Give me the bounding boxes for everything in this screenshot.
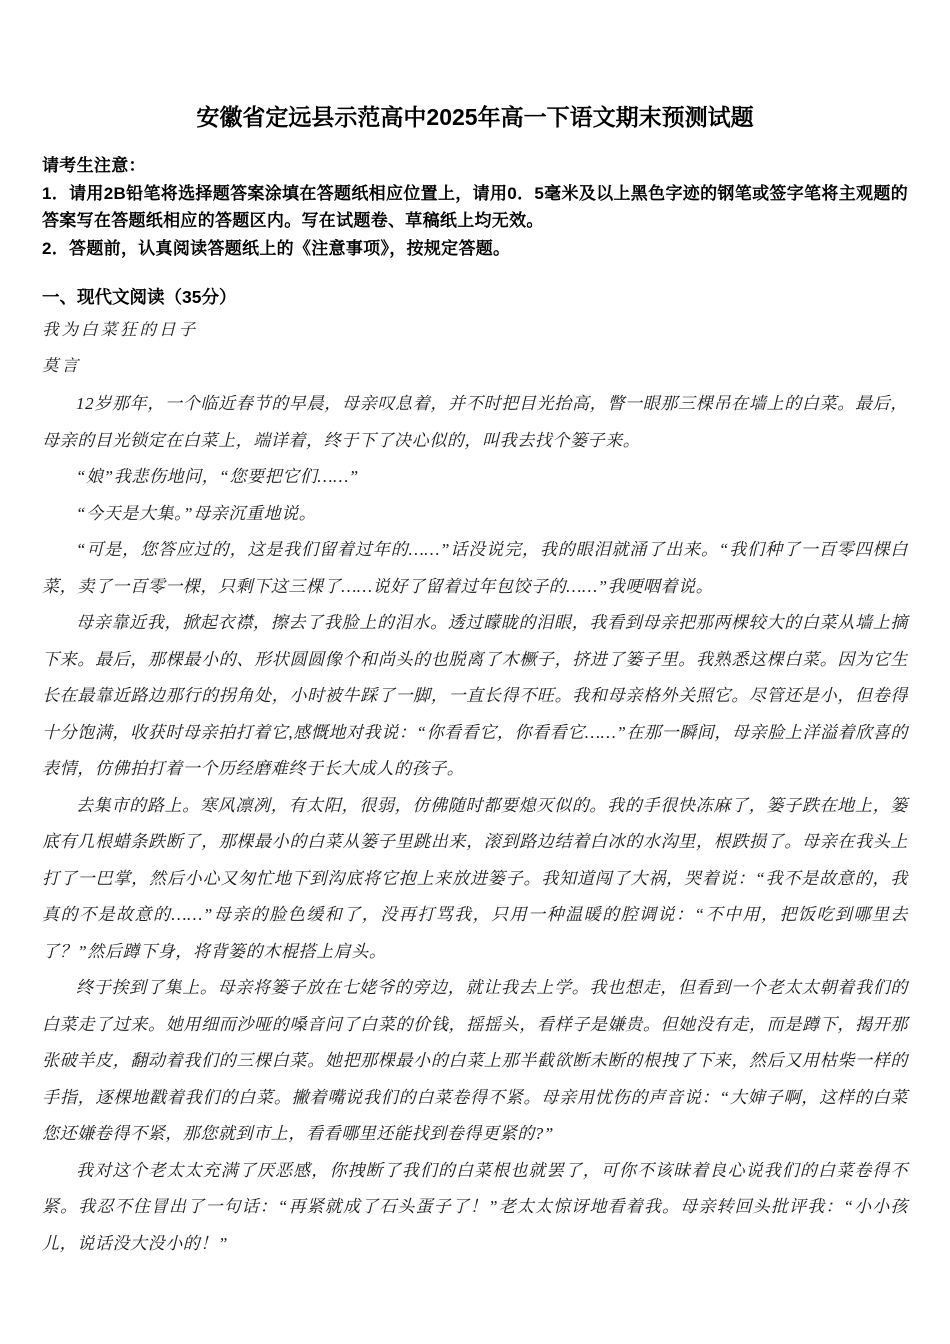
notice-item: 2．答题前，认真阅读答题纸上的《注意事项》，按规定答题。 — [42, 238, 511, 258]
notice-section — [42, 152, 908, 262]
passage-paragraph: “娘”我悲伤地问，“您要把它们……” — [76, 467, 359, 486]
passage-paragraph: 12岁那年，一个临近春节的早晨，母亲叹息着，并不时把目光抬高，瞥一眼那三棵吊在墙上的白菜。最后，母亲的目光锁定在白菜上，端详着，终于下了决心似的，叫我去找个篓子来。 — [42, 394, 908, 450]
passage-paragraph: “可是，您答应过的，这是我们留着过年的……”话没说完，我的眼泪就涌了出来。“我们种了一百零四棵白菜，卖了一百零一棵，只剩下这三棵了……说好了留着过年包饺子的……”我哽咽着说。 — [42, 540, 908, 596]
passage-paragraph: 终于挨到了集上。母亲将篓子放在七姥爷的旁边，就让我去上学。我也想走，但看到一个老太太朝着我们的白菜走了过来。她用细而沙哑的嗓音问了白菜的价钱，摇摇头，看样子是嫌贵。但她没有走，而是蹲下，揭开那张破羊皮，翻动着我们的三棵白菜。她把那棵最小的白菜上那半截欲断未断的根拽了下来，然后又用枯柴一样的手指，逐棵地戳着我们的白菜。撇着嘴说我们的白菜卷得不紧。母亲用忧伤的声音说：“大婶子啊，这样的白菜您还嫌卷得不紧，那您就到市上，看看哪里还能找到卷得更紧的?” — [42, 978, 908, 1143]
passage-paragraph: 我对这个老太太充满了厌恶感，你拽断了我们的白菜根也就罢了，可你不该昧着良心说我们的白菜卷得不紧。我忍不住冒出了一句话：“再紧就成了石头蛋子了！”老太太惊讶地看着我。母亲转回头批评我：“小小孩儿，说话没大没小的！” — [42, 1160, 908, 1253]
passage-body — [42, 386, 908, 1262]
passage-paragraph: “今天是大集。”母亲沉重地说。 — [76, 503, 317, 523]
passage-paragraph: 母亲靠近我，掀起衣襟，擦去了我脸上的泪水。透过矇眬的泪眼，我看到母亲把那两棵较大的白菜从墙上摘下来。最后，那棵最小的、形状圆圆像个和尚头的也脱离了木橛子，挤进了篓子里。我熟悉这棵白菜。因为它生长在最靠近路边那行的拐角处，小时被牛踩了一脚，一直长得不旺。我和母亲格外关照它。尽管还是小，但卷得十分饱满，收获时母亲拍打着它,感慨地对我说：“你看看它，你看看它……”在那一瞬间，母亲脸上洋溢着欣喜的表情，仿佛拍打着一个历经磨难终于长大成人的孩子。 — [42, 613, 908, 778]
passage-title: 我为白菜狂的日子 — [42, 320, 198, 339]
exam-title: 安徽省定远县示范高中2025年高一下语文期末预测试题 — [196, 104, 754, 130]
passage-author: 莫言 — [42, 356, 81, 375]
reading-section — [42, 284, 908, 1262]
passage-paragraph: 去集市的路上。寒风凛冽，有太阳，很弱，仿佛随时都要熄灭似的。我的手很快冻麻了，篓子跌在地上，篓底有几根蜡条跌断了，那棵最小的白菜从篓子里跳出来，滚到路边结着白冰的水沟里，根跌损了。母亲在我头上打了一巴掌，然后小心又匆忙地下到沟底将它抱上来放进篓子。我知道闯了大祸，哭着说：“我不是故意的，我真的不是故意的……”母亲的脸色缓和了，没再打骂我，只用一种温暖的腔调说：“不中用，把饭吃到哪里去了？”然后蹲下身，将背篓的木棍搭上肩头。 — [42, 795, 908, 961]
notice-items — [42, 180, 908, 263]
notice-heading: 请考生注意： — [42, 156, 146, 175]
notice-item: 1．请用2B铅笔将选择题答案涂填在答题纸相应位置上，请用0．5毫米及以上黑色字迹的钢笔或签字笔将主观题的答案写在答题纸相应的答题区内。写在试题卷、草稿纸上均无效。 — [42, 183, 908, 230]
section-heading: 一、现代文阅读（35分） — [42, 287, 237, 307]
